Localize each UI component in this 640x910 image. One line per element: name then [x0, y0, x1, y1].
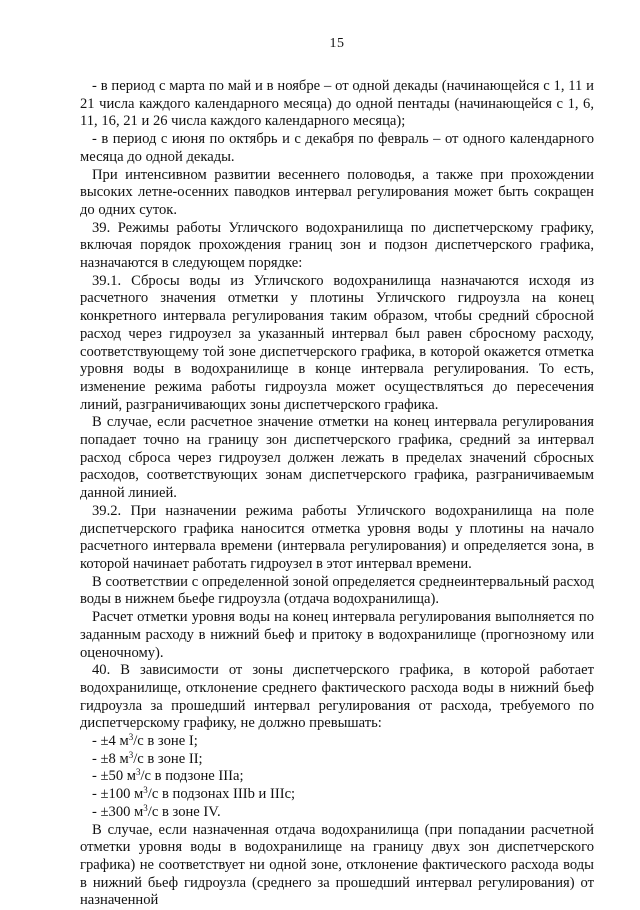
paragraph: - в период с марта по май и в ноябре – от одной декады (начинающейся с 1, 11 и 21 числа каждого календарного месяца) до одной пентады (начинающейся с 1, 6, 11, 16, 21 и 26 числа каждого календарного месяца); — [80, 78, 594, 130]
list-item: - ±50 $м^3/с$ в подзоне IIIa; — [92, 767, 244, 785]
paragraph: 40. В зависимости от зоны диспетчерского графика, в которой работает водохранилище, отклонение среднего фактического расхода воды в нижний бьеф гидроузла за прошедший интервал регулирования от расхода, требуемого по диспетчерскому графику, не должно превышать: — [80, 662, 594, 732]
paragraph: В случае, если расчетное значение отметки на конец интервала регулирования попадает точно на границу зон диспетчерского графика, средний за интервал расход сброса через гидроузел должен лежать в пределах значений сбросных расходов, соответствующих зонам диспетчерского графика, разграничиваемым данной линией. — [80, 414, 594, 502]
list-item: - ±8 $м^3/с$ в зоне II; — [92, 749, 203, 767]
paragraph: В случае, если назначенная отдача водохранилища (при попадании расчетной отметки уровня воды в водохранилище на границу двух зон диспетчерского графика) не соответствует ни одной зоне, отклонение фактического расхода воды в нижний бьеф гидроузла (среднего за прошедший интервал регулирования) от назначенной — [80, 821, 594, 909]
paragraph: При интенсивном развитии весеннего половодья, а также при прохождении высоких летне-осенних паводков интервал регулирования может быть сокращен до одних суток. — [80, 166, 594, 218]
list-item: - ±100 $м^3/с$ в подзонах IIIb и IIIc; — [92, 785, 296, 803]
paragraph: Расчет отметки уровня воды на конец интервала регулирования выполняется по заданным расходу в нижний бьеф и притоку в водохранилище (прогнозному или оценочному). — [80, 609, 594, 661]
paragraph: - в период с июня по октябрь и с декабря по февраль – от одного календарного месяца до одной декады. — [80, 131, 594, 165]
paragraph: 39.1. Сбросы воды из Угличского водохранилища назначаются исходя из расчетного значения отметки у плотины Угличского гидроузла на конец конкретного интервала регулирования таким образом, чтобы средний сбросной расход через гидроузел за указанный интервал был равен сбросному расходу, соответствующему той зоне диспетчерского графика, в которой окажется отметка уровня воды в водохранилище в конце интервала регулирования. То есть, изменение режима работы гидроузла может осуществляться до пересечения линий, разграничивающих зоны диспетчерского графика. — [80, 272, 594, 413]
list-item: - ±4 $м^3/с$ в зоне I; — [92, 732, 198, 750]
paragraph: 39. Режимы работы Угличского водохранилища по диспетчерскому графику, включая порядок прохождения границ зон и подзон диспетчерского графика, назначаются в следующем порядке: — [80, 219, 594, 272]
document-body — [80, 78, 594, 910]
paragraph: 39.2. При назначении режима работы Угличского водохранилища на поле диспетчерского графика наносится отметка уровня воды у плотины на начало расчетного интервала времени (интервала регулирования) и определяется зона, в которой начинает работать гидроузел в этот интервал времени. — [80, 502, 594, 572]
paragraph: В соответствии с определенной зоной определяется среднеинтервальный расход воды в нижнем бьефе гидроузла (отдача водохранилища). — [80, 573, 594, 608]
list-item: - ±300 $м^3/с$ в зоне IV. — [92, 802, 221, 820]
page-number: 15 — [329, 36, 345, 51]
deviation-list — [80, 733, 594, 822]
